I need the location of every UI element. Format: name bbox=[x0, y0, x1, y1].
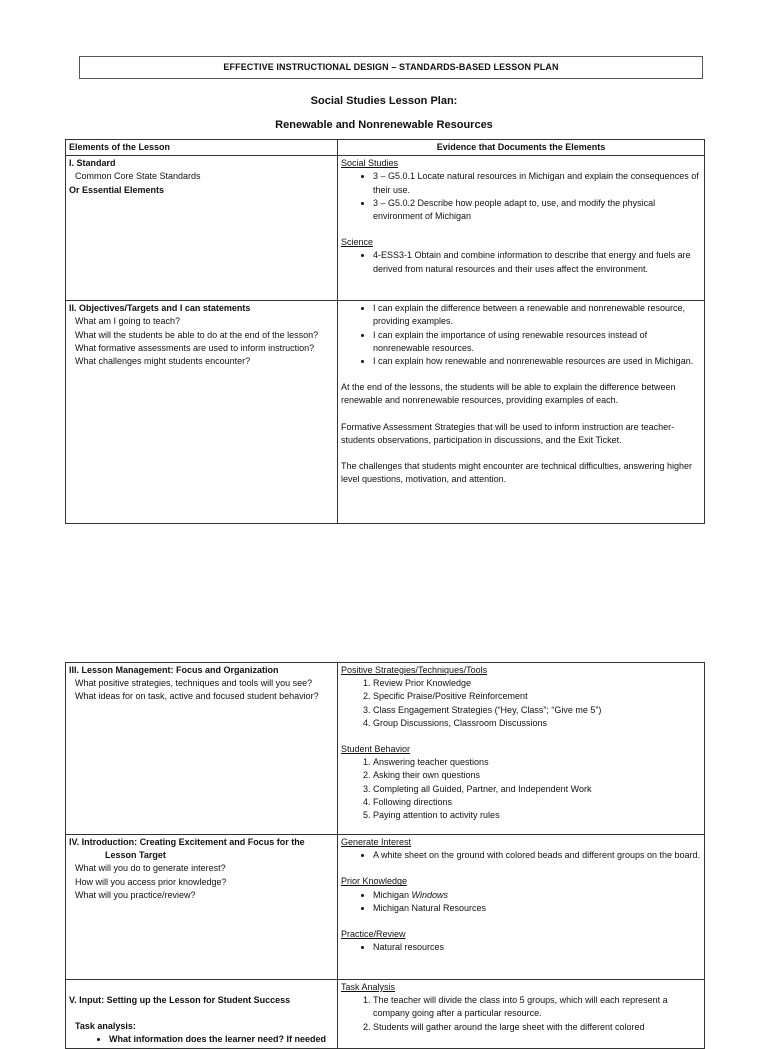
practice-review-heading: Practice/Review bbox=[341, 929, 406, 940]
task-analysis-label: Task analysis: bbox=[75, 1021, 136, 1032]
standard-cell bbox=[66, 156, 338, 301]
list-item-italic: Windows bbox=[411, 889, 448, 900]
table-row-lesson-management bbox=[66, 663, 705, 835]
management-heading: III. Lesson Management: Focus and Organization bbox=[69, 665, 279, 675]
management-question: What ideas for on task, active and focused student behavior? bbox=[75, 691, 319, 702]
management-question: What positive strategies, techniques and tools will you see? bbox=[75, 678, 313, 689]
list-item: • I can explain how renewable and nonrenewable resources are used in Michigan. bbox=[373, 355, 701, 368]
standard-line: Or Essential Elements bbox=[69, 184, 165, 195]
generate-interest-heading: Generate Interest bbox=[341, 837, 412, 847]
table-row-introduction bbox=[66, 835, 705, 980]
lesson-plan-title: Social Studies Lesson Plan: bbox=[310, 95, 458, 107]
list-item: 3. Completing all Guided, Partner, and Independent Work bbox=[373, 783, 701, 796]
list-item-text: Michigan bbox=[373, 889, 412, 900]
objectives-question: What formative assessments are used to inform instruction? bbox=[75, 342, 315, 353]
objectives-question: What am I going to teach? bbox=[75, 316, 181, 327]
list-item: 1. Review Prior Knowledge bbox=[373, 677, 701, 690]
assessment-paragraph: Formative Assessment Strategies that will be used to inform instruction are teacher-students observations, participation in discussions, and the Exit Ticket. bbox=[341, 421, 675, 445]
input-heading: V. Input: Setting up the Lesson for Student Success bbox=[69, 995, 291, 1005]
lesson-table-1 bbox=[65, 139, 705, 524]
introduction-question: What will you practice/review? bbox=[75, 889, 196, 900]
introduction-question: How will you access prior knowledge? bbox=[75, 876, 227, 887]
challenges-paragraph: The challenges that students might encounter are technical difficulties, answering higher level questions, motivation, and attention. bbox=[341, 461, 693, 485]
table-header-row bbox=[66, 140, 705, 156]
objectives-question: What challenges might students encounter? bbox=[75, 356, 251, 367]
list-item: • I can explain the difference between a renewable and nonrenewable resource, providing examples. bbox=[373, 302, 701, 328]
list-item: • A white sheet on the ground with colored beads and different groups on the board. bbox=[373, 849, 701, 862]
list-item: • What information does the learner need? If needed bbox=[109, 1033, 334, 1046]
introduction-heading-line2: Lesson Target bbox=[105, 850, 166, 861]
task-analysis-heading: Task Analysis bbox=[341, 982, 396, 992]
list-item: 2. Students will gather around the large sheet with the different colored bbox=[373, 1021, 701, 1034]
list-item: • 3 – G5.0.2 Describe how people adapt to, use, and modify the physical environment of Michigan bbox=[373, 197, 701, 223]
introduction-heading: IV. Introduction: Creating Excitement and Focus for the bbox=[69, 837, 305, 847]
list-item: 4. Following directions bbox=[373, 796, 701, 809]
list-item: • Natural resources bbox=[373, 941, 701, 954]
list-item: • Michigan Natural Resources bbox=[373, 902, 701, 915]
lesson-table-2 bbox=[65, 662, 705, 1049]
list-item: • 4-ESS3-1 Obtain and combine information to describe that energy and fuels are derived from natural resources and their uses affect the environment. bbox=[373, 249, 701, 275]
list-item: 5. Paying attention to activity rules bbox=[373, 809, 701, 822]
list-item: • 3 – G5.0.1 Locate natural resources in Michigan and explain the consequences of their use. bbox=[373, 170, 701, 196]
objectives-evidence-cell bbox=[338, 301, 705, 524]
document-banner: EFFECTIVE INSTRUCTIONAL DESIGN – STANDARDS-BASED LESSON PLAN bbox=[79, 56, 703, 79]
introduction-question: What will you do to generate interest? bbox=[75, 863, 226, 874]
science-heading: Science bbox=[341, 237, 374, 248]
input-evidence-cell bbox=[338, 980, 705, 1049]
list-item: 1. The teacher will divide the class into 5 groups, which will each represent a company going after a particular resource. bbox=[373, 994, 701, 1020]
list-item bbox=[373, 889, 701, 902]
objectives-paragraph: At the end of the lessons, the students will be able to explain the difference between renewable and nonrenewable resources, providing examples of each. bbox=[341, 382, 676, 406]
standard-evidence-cell bbox=[338, 156, 705, 301]
social-studies-heading: Social Studies bbox=[341, 158, 399, 169]
introduction-evidence-cell bbox=[338, 835, 705, 980]
column-header-elements: Elements of the Lesson bbox=[66, 140, 338, 156]
introduction-cell bbox=[66, 835, 338, 980]
column-header-evidence: Evidence that Documents the Elements bbox=[338, 140, 705, 156]
input-cell bbox=[66, 980, 338, 1049]
table-row-objectives bbox=[66, 301, 705, 524]
list-item: 1. Answering teacher questions bbox=[373, 756, 701, 769]
standard-line: Common Core State Standards bbox=[75, 171, 201, 182]
objectives-cell bbox=[66, 301, 338, 524]
list-item: • I can explain the importance of using renewable resources instead of nonrenewable resources. bbox=[373, 329, 701, 355]
standard-heading: I. Standard bbox=[69, 158, 116, 169]
management-evidence-cell bbox=[338, 663, 705, 835]
list-item: 2. Asking their own questions bbox=[373, 769, 701, 782]
student-behavior-heading: Student Behavior bbox=[341, 744, 411, 755]
objectives-heading: II. Objectives/Targets and I can statements bbox=[69, 303, 251, 314]
positive-strategies-heading: Positive Strategies/Techniques/Tools bbox=[341, 665, 488, 675]
list-item: 4. Group Discussions, Classroom Discussions bbox=[373, 717, 701, 730]
list-item: 3. Class Engagement Strategies (“Hey, Class”; “Give me 5”) bbox=[373, 704, 701, 717]
prior-knowledge-heading: Prior Knowledge bbox=[341, 876, 408, 887]
lesson-plan-subtitle: Renewable and Nonrenewable Resources bbox=[275, 119, 493, 131]
list-item: 2. Specific Praise/Positive Reinforcement bbox=[373, 690, 701, 703]
table-row-input bbox=[66, 980, 705, 1049]
objectives-question: What will the students be able to do at the end of the lesson? bbox=[75, 329, 319, 340]
management-cell bbox=[66, 663, 338, 835]
table-row-standard bbox=[66, 156, 705, 301]
